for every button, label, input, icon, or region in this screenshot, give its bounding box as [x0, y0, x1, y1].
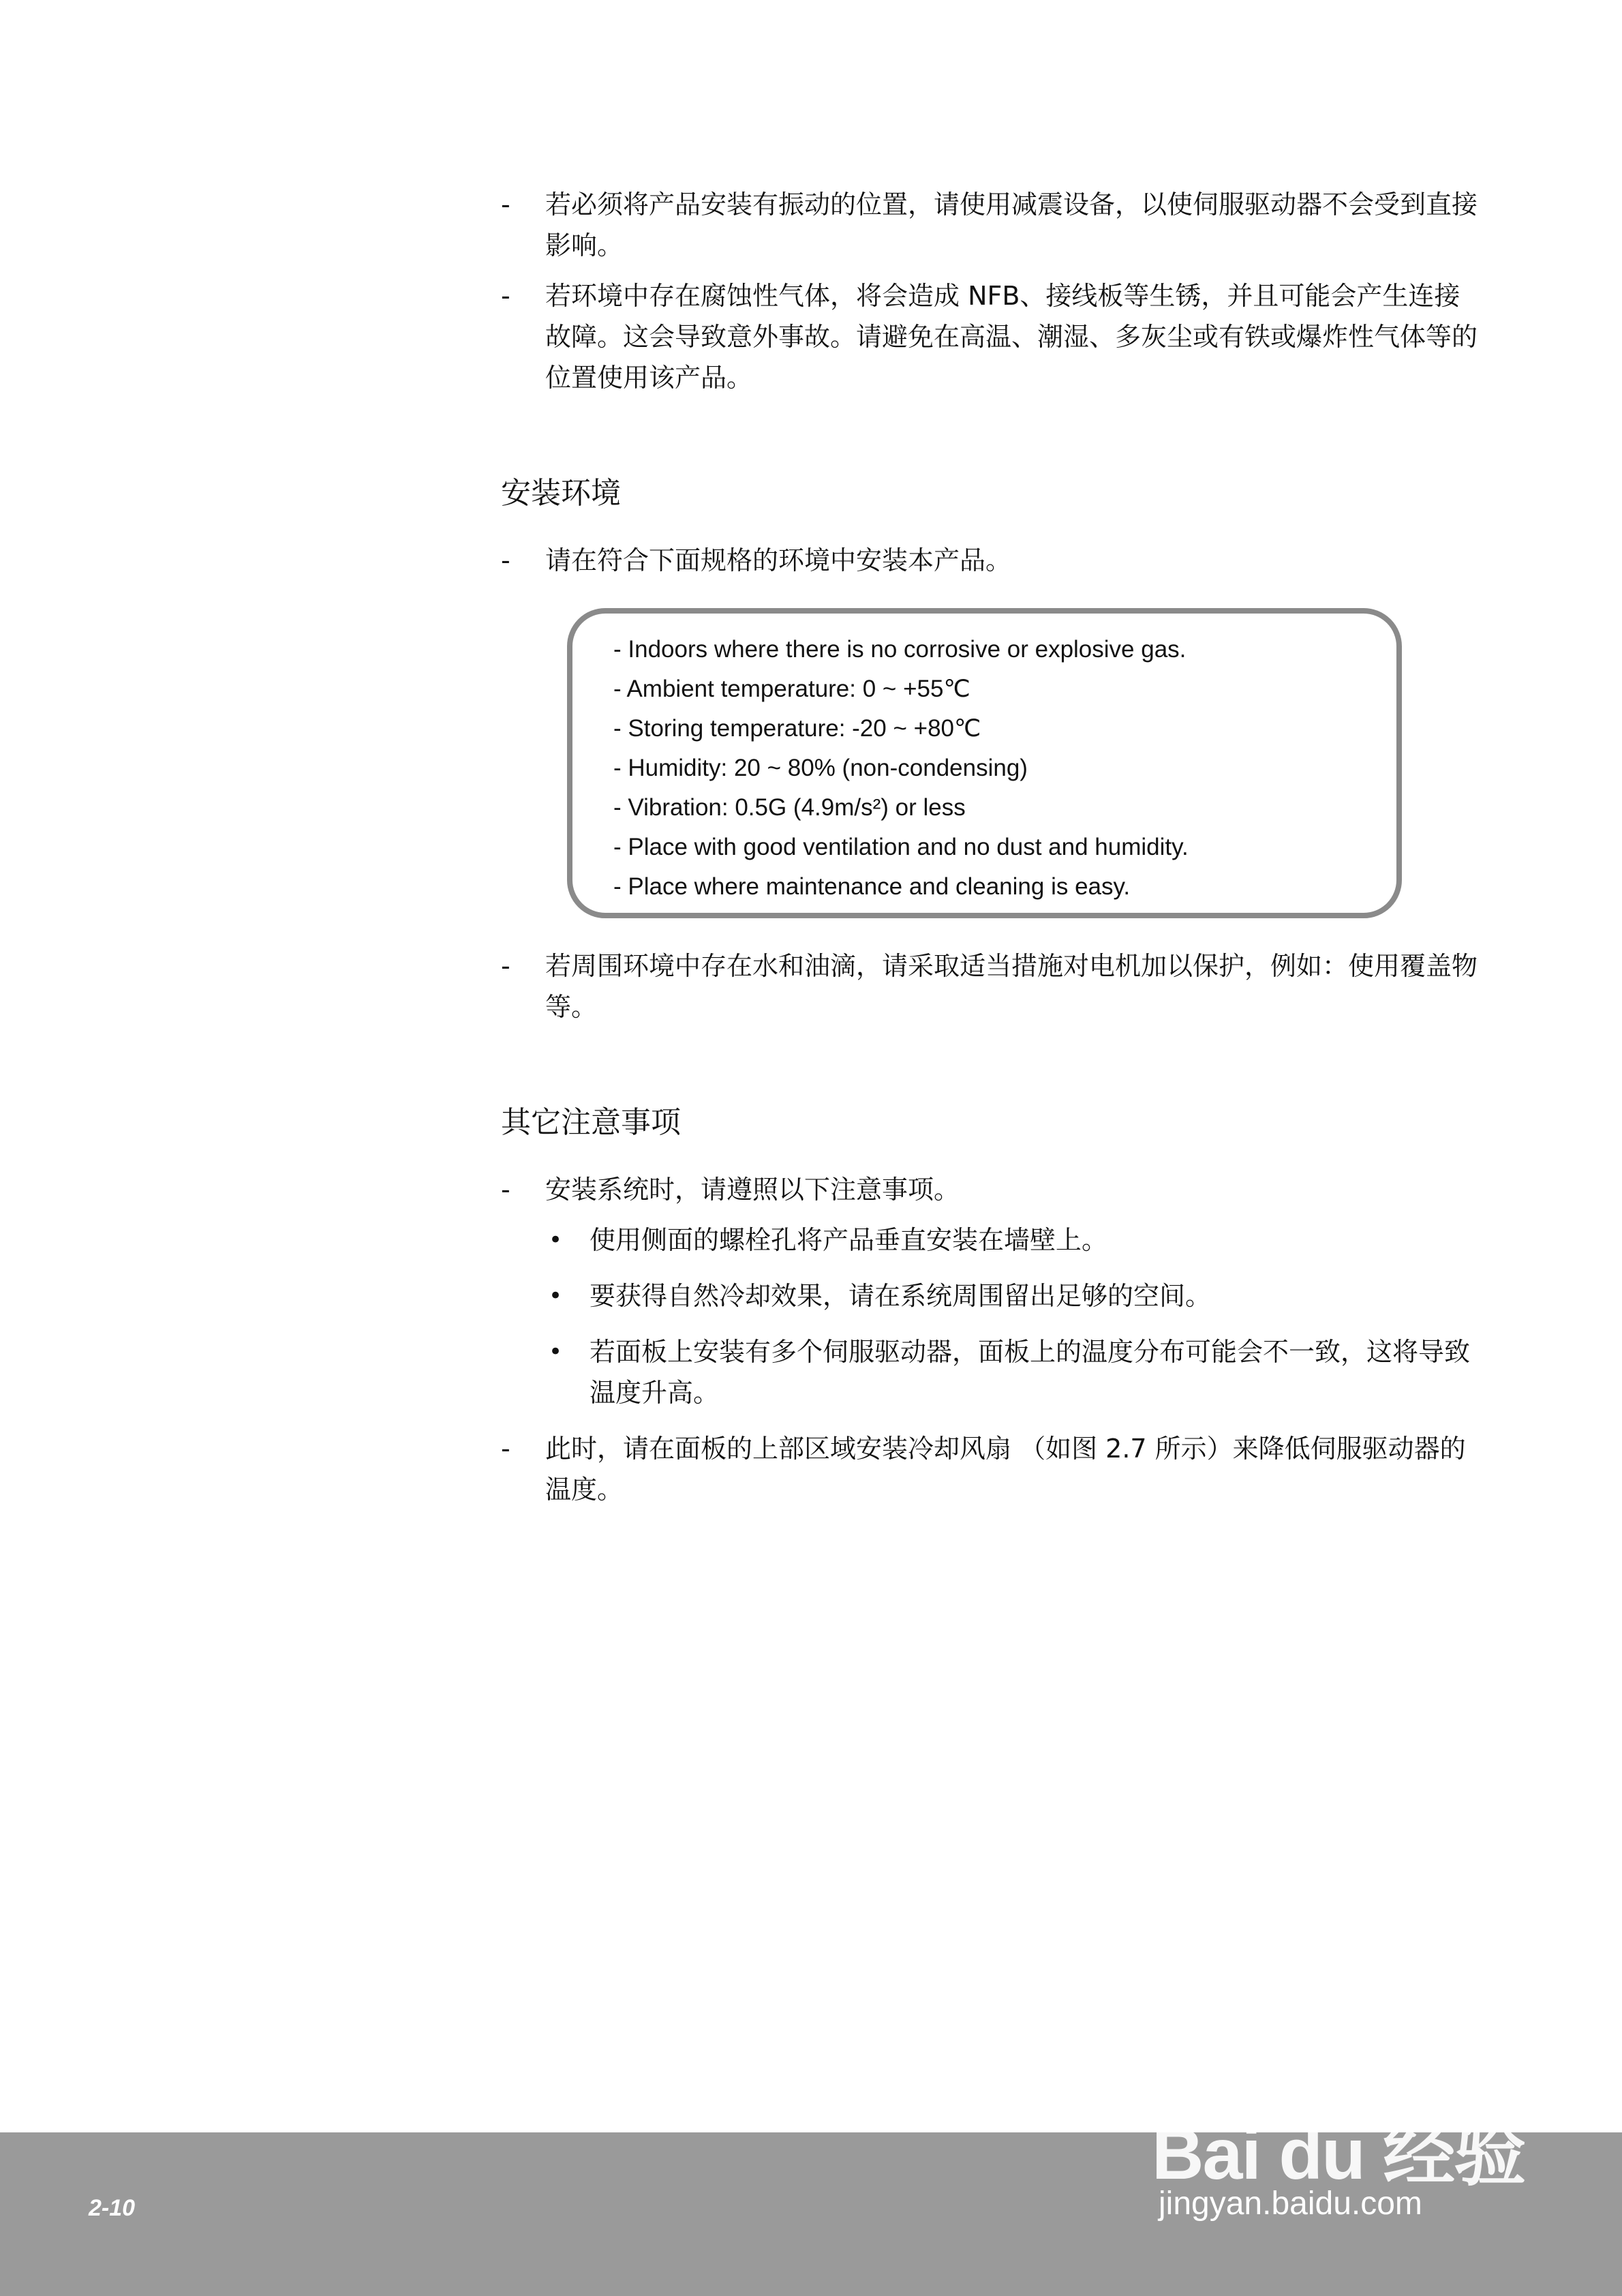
spec-line: - Indoors where there is no corrosive or explosive gas. [613, 636, 1187, 663]
bullet-icon: • [549, 1338, 563, 1365]
bullet-item: • 使用侧面的螺栓孔将产品垂直安装在墙壁上。 [501, 1220, 1482, 1260]
list-item: - 安装系统时，请遵照以下注意事项。 [501, 1175, 960, 1205]
spec-box [567, 608, 1402, 918]
list-item: - 此时，请在面板的上部区域安装冷却风扇 （如图 2.7 所示）来降低伺服驱动器的温度。 [501, 1434, 1466, 1505]
watermark-url: jingyan.baidu.com [1159, 2186, 1422, 2222]
section-heading-environment: 安装环境 [501, 476, 621, 511]
spec-line: - Vibration: 0.5G (4.9m/s²) or less [613, 794, 966, 821]
baidu-watermark [1152, 2049, 1533, 2222]
list-item: - 若周围环境中存在水和油滴，请采取适当措施对电机加以保护，例如：使用覆盖物等。 [501, 951, 1478, 1022]
list-item: - 请在符合下面规格的环境中安装本产品。 [501, 545, 1012, 575]
spec-line: - Ambient temperature: 0 ~ +55℃ [613, 676, 970, 702]
bullet-item: • 若面板上安装有多个伺服驱动器，面板上的温度分布可能会不一致，这将导致温度升高。 [501, 1331, 1482, 1413]
spec-line: - Place with good ventilation and no dust and humidity. [613, 834, 1189, 860]
spec-line: - Humidity: 20 ~ 80% (non-condensing) [613, 755, 1028, 781]
watermark-brand: Bai du 经验 [1152, 2114, 1525, 2194]
bullet-icon: • [549, 1282, 563, 1310]
bullet-item: • 要获得自然冷却效果，请在系统周围留出足够的空间。 [501, 1275, 1482, 1316]
list-item: - 若必须将产品安装有振动的位置，请使用减震设备，以使伺服驱动器不会受到直接影响。 [501, 190, 1478, 260]
document-body [501, 184, 1482, 1520]
bullet-icon: • [549, 1226, 563, 1254]
list-item: - 若环境中存在腐蚀性气体，将会造成 NFB、接线板等生锈，并且可能会产生连接故障。这会导致意外事故。请避免在高温、潮湿、多灰尘或有铁或爆炸性气体等的位置使用该产品。 [501, 281, 1478, 393]
section-heading-other: 其它注意事项 [501, 1105, 681, 1140]
page-number: 2-10 [89, 2195, 136, 2221]
spec-line: - Storing temperature: -20 ~ +80℃ [613, 715, 981, 742]
spec-line: - Place where maintenance and cleaning is easy. [613, 873, 1131, 900]
